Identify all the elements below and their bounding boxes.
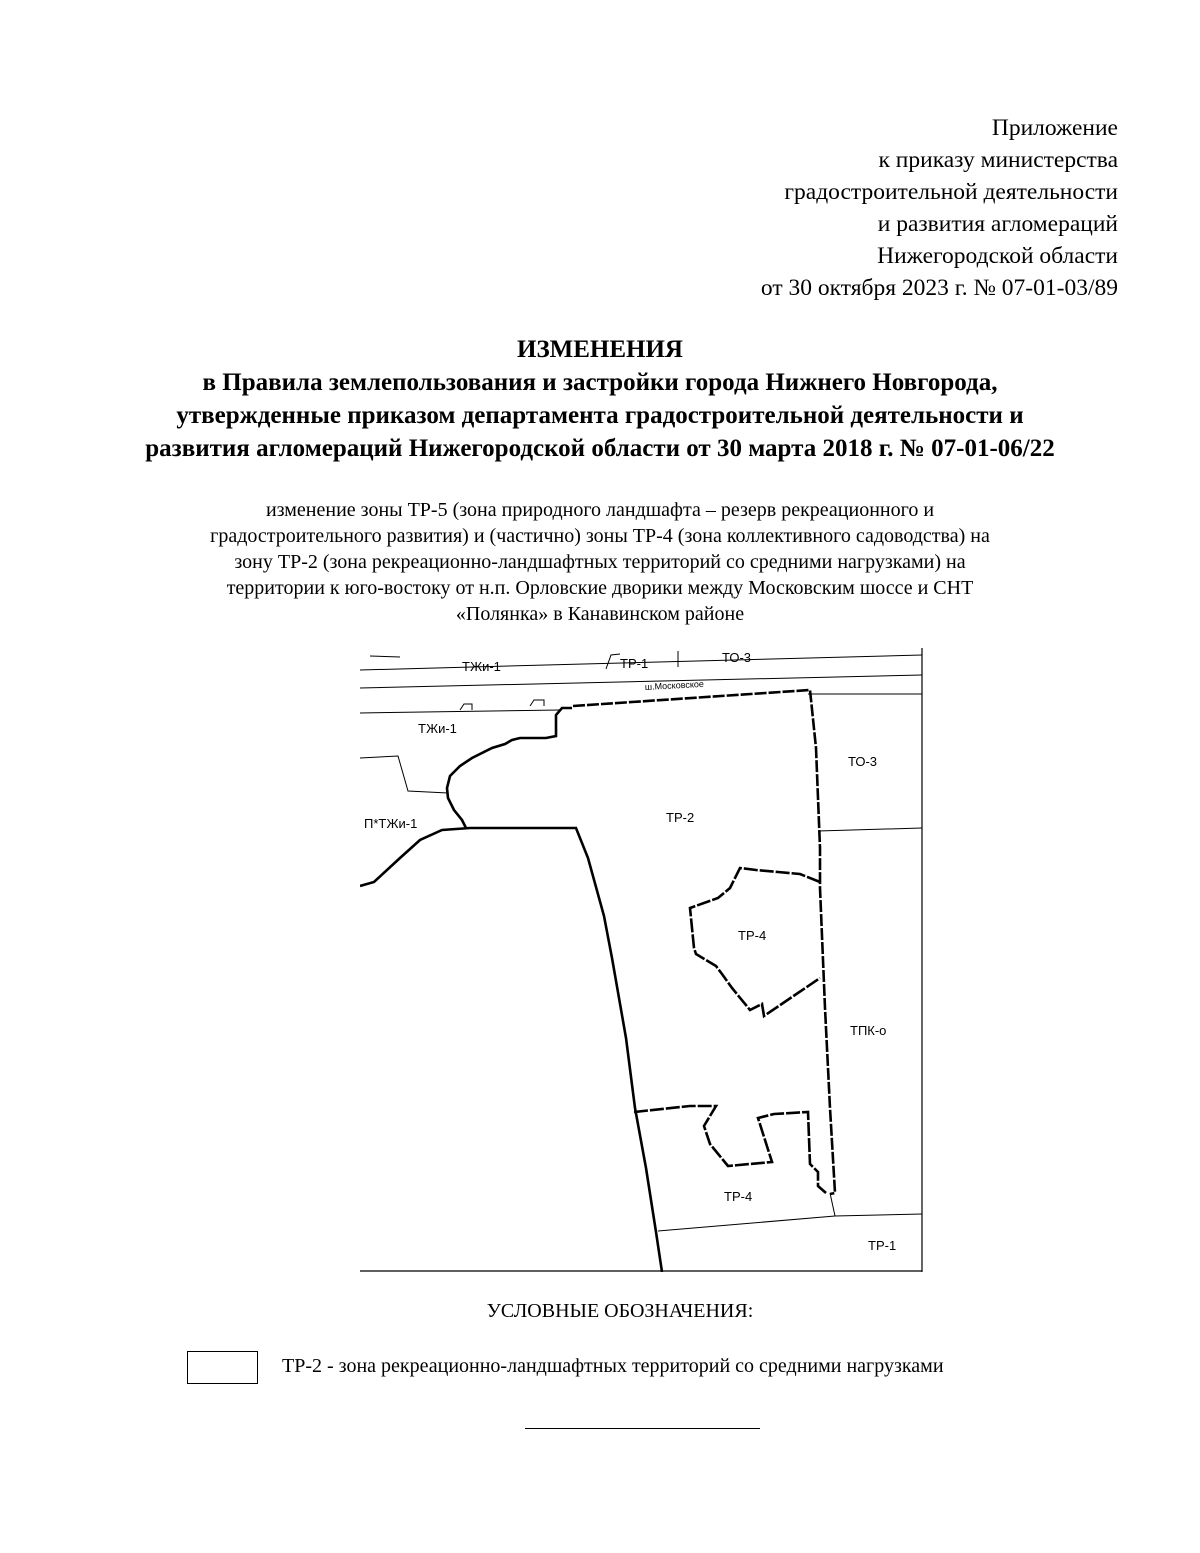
tzhi1-boundary: [447, 708, 572, 828]
description-line: градостроительного развития) и (частично) зоны ТР-4 (зона коллективного садоводства) на: [210, 525, 990, 547]
map-label-tpk: ТПК-о: [850, 1023, 887, 1038]
appendix-line: Приложение: [991, 115, 1118, 141]
map-label-to3: ТО-3: [848, 754, 878, 769]
appendix-line: Нижегородской области: [877, 243, 1118, 269]
tr1-parcel-join: [830, 1193, 835, 1216]
title-heading: ИЗМЕНЕНИЯ: [517, 336, 683, 363]
map-label-ptzhi1: П*ТЖи-1: [364, 816, 418, 831]
legend-swatch: [187, 1351, 258, 1384]
road-edge-bottom: [360, 710, 560, 713]
map-label-tzhi1-top: ТЖи-1: [462, 659, 501, 674]
tr2-boundary-right: [573, 690, 835, 1194]
map-label-tr1-top: ТР-1: [620, 656, 649, 671]
appendix-line: от 30 октября 2023 г. № 07-01-03/89: [760, 275, 1118, 301]
appendix-header: [761, 112, 1118, 304]
map-label-tr4-b: ТР-4: [724, 1189, 753, 1204]
description-line: «Полянка» в Канавинском районе: [455, 603, 745, 625]
legend-title: УСЛОВНЫЕ ОБОЗНАЧЕНИЯ:: [486, 1300, 754, 1322]
appendix-line: и развития агломераций: [877, 211, 1118, 237]
closing-line: [525, 1428, 760, 1429]
tr4-boundary-lower: [634, 1106, 826, 1193]
top-left-fragment: [370, 656, 400, 657]
map-label-tr2: ТР-2: [666, 810, 695, 825]
to3-parcel-bottom: [818, 828, 922, 831]
title-line: в Правила землепользования и застройки города Нижнего Новгорода,: [202, 369, 998, 396]
parcel-steps: [460, 700, 544, 710]
appendix-line: градостроительной деятельности: [784, 179, 1118, 205]
description-line: территории к юго-востоку от н.п. Орловские дворики между Московским шоссе и СНТ: [226, 577, 974, 599]
map-label-tr1: ТР-1: [868, 1238, 897, 1253]
tr2-boundary-left: [360, 828, 662, 1272]
description-line: изменение зоны ТР-5 (зона природного ландшафта – резерв рекреационного и: [265, 499, 935, 521]
map-label-to3-top: ТО-3: [722, 650, 752, 665]
change-description: [150, 497, 1050, 627]
road-edge-mid: [360, 675, 922, 688]
appendix-line: к приказу министерства: [878, 147, 1118, 173]
tr1-top-boundary: [606, 654, 620, 669]
map-label-tr4-a: ТР-4: [738, 928, 767, 943]
left-parcel-lines: [360, 756, 448, 793]
map-label-road: ш.Московское: [644, 678, 705, 692]
title-line: развития агломераций Нижегородской области от 30 марта 2018 г. № 07-01-06/22: [145, 435, 1055, 462]
tr1-parcel-top-right: [835, 1214, 922, 1216]
title-line: утвержденные приказом департамента градостроительной деятельности и: [176, 402, 1024, 429]
legend-item-text: ТР-2 - зона рекреационно-ландшафтных территорий со средними нагрузками: [282, 1355, 944, 1377]
map-label-tzhi1: ТЖи-1: [418, 721, 457, 736]
tr1-parcel-top: [658, 1216, 835, 1231]
zoning-map: [360, 648, 924, 1272]
document-title: [0, 333, 1200, 465]
description-line: зону ТР-2 (зона рекреационно-ландшафтных территорий со средними нагрузками) на: [234, 551, 966, 573]
